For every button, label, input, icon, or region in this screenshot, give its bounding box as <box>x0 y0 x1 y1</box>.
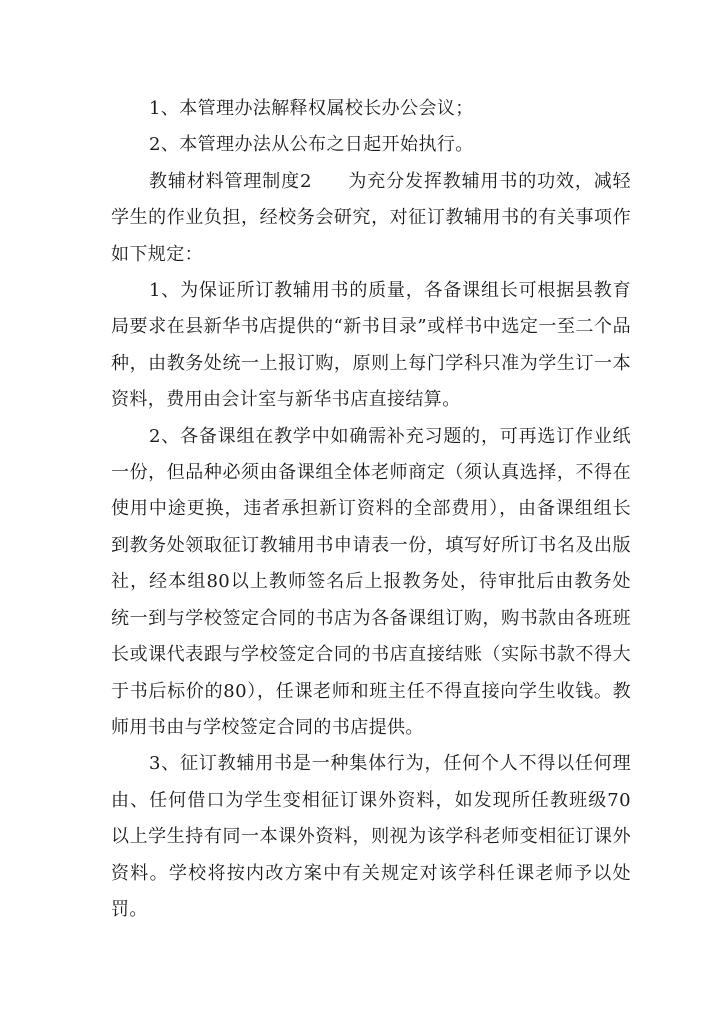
document-body <box>111 91 631 928</box>
paragraph-article-3: 3、征订教辅用书是一种集体行为，任何个人不得以任何理由、任何借口为学生变相征订课外资料，如发现所任教班级70以上学生持有同一本课外资料，则视为该学科老师变相征订课外资料。学校将按内改方案中有关规定对该学科任课老师予以处罚。 <box>111 753 631 920</box>
intro-text: 为充分发挥教辅用书的功效，减轻学生的作业负担，经校务会研究，对征订教辅用书的有关事项作如下规定： <box>111 170 631 265</box>
paragraph-rule-2: 2、本管理办法从公布之日起开始执行。 <box>149 134 474 156</box>
paragraph-rule-1: 1、本管理办法解释权属校长办公会议； <box>149 98 474 119</box>
paragraph-article-2: 2、各备课组在教学中如确需补充习题的，可再选订作业纸一份，但品种必须由备课组全体老师商定（须认真选择，不得在使用中途更换，违者承担新订资料的全部费用），由备课组组长到教务处领取征订教辅用书申请表一份，填写好所订书名及出版社，经本组80以上教师签名后上报教务处，待审批后由教务处统一到与学校签定合同的书店为各备课组订购，购书款由各班班长或课代表跟与学校签定合同的书店直接结账（实际书款不得大于书后标价的80），任课老师和班主任不得直接向学生收钱。教师用书由与学校签定合同的书店提供。 <box>111 425 631 738</box>
paragraph-article-1: 1、为保证所订教辅用书的质量，各备课组长可根据县教育局要求在县新华书店提供的“新书目录”或样书中选定一至二个品种，由教务处统一上报订购，原则上每门学科只准为学生订一本资料，费用由会计室与新华书店直接结算。 <box>111 280 631 411</box>
section-title: 教辅材料管理制度2 <box>149 170 312 192</box>
paragraph-intro <box>111 164 631 273</box>
